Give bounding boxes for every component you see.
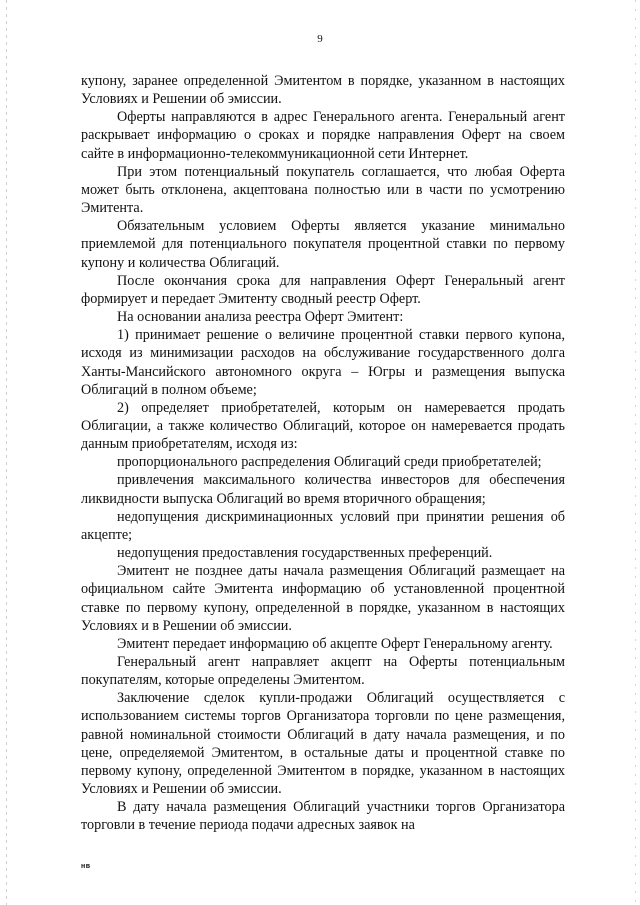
scan-edge-right <box>635 0 636 905</box>
sub-list-item: привлечения максимального количества инвесторов для обеспечения ликвидности выпуска Облигаций во время вторичного обращения; <box>81 472 565 507</box>
paragraph: Генеральный агент направляет акцепт на Оферты потенциальным покупателям, которые определены Эмитентом. <box>81 654 565 689</box>
paragraph: Эмитент передает информацию об акцепте Оферт Генеральному агенту. <box>117 635 553 652</box>
scan-edge-left <box>6 0 7 905</box>
paragraph: В дату начала размещения Облигаций участники торгов Организатора торговли в течение периода подачи адресных заявок на <box>81 799 565 834</box>
list-item: 1) принимает решение о величине процентной ставки первого купона, исходя из минимизации расходов на обслуживание государственного долга Ханты-Мансийского автономного округа – Югры и размещения выпуска Облигаций в полном объеме; <box>81 327 565 398</box>
sub-list-item: пропорционального распределения Облигаций среди приобретателей; <box>117 454 542 471</box>
paragraph: После окончания срока для направления Оферт Генеральный агент формирует и передает Эмитенту сводный реестр Оферт. <box>81 272 565 307</box>
sub-list-item: недопущения предоставления государственных преференций. <box>117 545 493 562</box>
document-body <box>81 72 565 835</box>
list-item: 2) определяет приобретателей, которым он намеревается продать Облигации, а также количество Облигаций, которое он намеревается продать данным приобретателям, исходя из: <box>81 399 565 453</box>
sub-list-item: недопущения дискриминационных условий при принятии решения об акцепте; <box>81 508 565 543</box>
page-number: 9 <box>317 33 323 45</box>
paragraph: На основании анализа реестра Оферт Эмитент: <box>117 309 404 326</box>
paragraph: Эмитент не позднее даты начала размещения Облигаций размещает на официальном сайте Эмитента информацию об установленной процентной ставке по первому купону, определенной в порядке, указанном в настоящих Условиях и в Решении об эмиссии. <box>81 563 565 634</box>
paragraph: Оферты направляются в адрес Генерального агента. Генеральный агент раскрывает информацию о сроках и порядке направления Оферт на своем сайте в информационно-телекоммуникационной сети Интернет. <box>81 109 565 162</box>
paragraph: При этом потенциальный покупатель соглашается, что любая Оферта может быть отклонена, акцептована полностью или в части по усмотрению Эмитента. <box>81 163 565 217</box>
paragraph: купону, заранее определенной Эмитентом в порядке, указанном в настоящих Условиях и Решении об эмиссии. <box>81 73 565 108</box>
footer-initials: нв <box>81 863 91 870</box>
paragraph: Обязательным условием Оферты является указание минимально приемлемой для потенциального покупателя процентной ставки по первому купону и количества Облигаций. <box>81 218 565 271</box>
paragraph: Заключение сделок купли-продажи Облигаций осуществляется с использованием системы торгов Организатора торговли по цене размещения, равной номинальной стоимости Облигаций в дату начала размещения, и по цене, определяемой Эмитентом, в остальные даты и процентной ставке по первому купону, определенной Эмитентом в порядке, указанном в настоящих Условиях и Решении об эмиссии. <box>81 690 565 798</box>
